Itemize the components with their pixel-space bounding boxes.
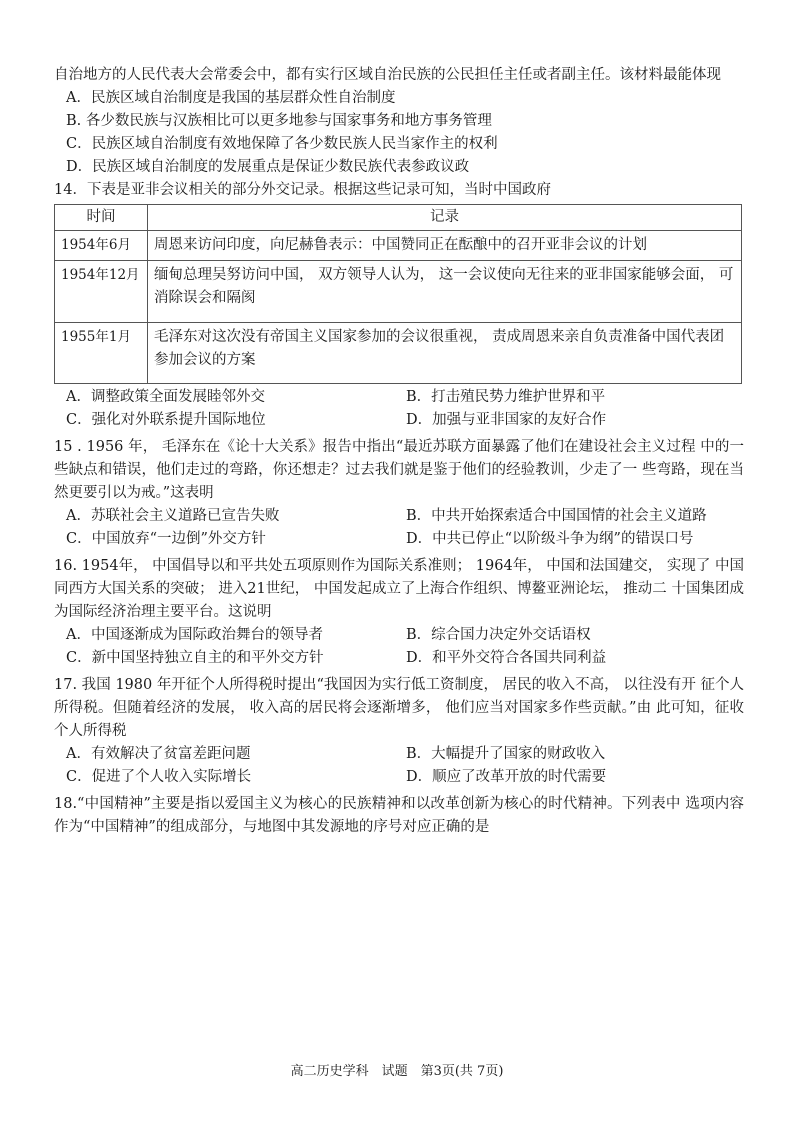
q15-option-a: A．苏联社会主义道路已宣告失败	[66, 508, 280, 524]
q15-options-row-2	[54, 528, 744, 551]
q13-option-b: B. 各少数民族与汉族相比可以更多地参与国家事务和地方事务管理	[66, 113, 492, 129]
q15-stem: 15 . 1956 年， 毛泽东在《论十大关系》报告中指出“最近苏联方面暴露了他们在建设社会主义过程 中的一些缺点和错误，他们走过的弯路，你还想走？过去我们就是鉴于他们的经验教训，少走了一 些弯路，现在当然更要引以为戒。”这表明	[54, 439, 744, 501]
q15-options-row-1	[54, 505, 744, 528]
page-footer: 高二历史学科 试题 第3页(共 7页)	[290, 1064, 504, 1079]
table-row	[55, 261, 742, 323]
exam-content	[54, 64, 744, 839]
q17-option-a: A．有效解决了贫富差距问题	[66, 746, 251, 762]
q13-option-c: C．民族区域自治制度有效地保障了各少数民族人民当家作主的权利	[66, 136, 498, 152]
row-record: 毛泽东对这次没有帝国主义国家参加的会议很重视， 责成周恩来亲自负责准备中国代表团参加会议的方案	[148, 323, 742, 384]
q14-options-row-1	[54, 386, 744, 409]
q18-stem: 18.“中国精神”主要是指以爱国主义为核心的民族精神和以改革创新为核心的时代精神。下列表中 选项内容作为“中国精神”的组成部分，与地图中其发源地的序号对应正确的是	[54, 796, 744, 835]
header-record: 记录	[148, 205, 742, 231]
q16-option-c: C．新中国坚持独立自主的和平外交方针	[66, 650, 324, 666]
q17-option-d: D．顺应了改革开放的时代需要	[406, 769, 607, 785]
q14-stem: 14．下表是亚非会议相关的部分外交记录。根据这些记录可知，当时中国政府	[54, 182, 551, 198]
table-row	[55, 323, 742, 384]
q17-option-c: C．促进了个人收入实际增长	[66, 769, 252, 785]
q16-option-d: D．和平外交符合各国共同利益	[406, 650, 607, 666]
row-record: 周恩来访问印度，向尼赫鲁表示：中国赞同正在酝酿中的召开亚非会议的计划	[148, 231, 742, 261]
q14-option-a: A．调整政策全面发展睦邻外交	[66, 389, 265, 405]
q13-stem: 自治地方的人民代表大会常委会中，都有实行区域自治民族的公民担任主任或者副主任。该材料最能体现	[54, 67, 721, 83]
q17-options-row-2	[54, 766, 744, 789]
q17-options-row-1	[54, 743, 744, 766]
q14-option-c: C．强化对外联系提升国际地位	[66, 412, 266, 428]
table-row	[55, 231, 742, 261]
q15-option-c: C．中国放弃“一边倒”外交方针	[66, 531, 266, 547]
q17-option-b: B．大幅提升了国家的财政收入	[406, 746, 606, 762]
q16-stem: 16. 1954年， 中国倡导以和平共处五项原则作为国际关系准则； 1964年， 中国和法国建交， 实现了 中国同西方大国关系的突破； 进入21世纪， 中国发起成立了上海合作组织、博鳌亚洲论坛， 推动二 十国集团成为国际经济治理主要平台。这说明	[54, 558, 745, 620]
row-date: 1955年1月	[55, 323, 148, 384]
diplomatic-record-table	[54, 204, 742, 384]
q16-option-b: B．综合国力决定外交话语权	[406, 627, 591, 643]
row-date: 1954年12月	[55, 261, 148, 323]
row-record: 缅甸总理吴努访问中国， 双方领导人认为， 这一会议使向无往来的亚非国家能够会面， 可消除误会和隔阂	[148, 261, 742, 323]
q13-option-d: D．民族区域自治制度的发展重点是保证少数民族代表参政议政	[66, 159, 470, 175]
q17-stem: 17. 我国 1980 年开征个人所得税时提出“我国因为实行低工资制度， 居民的收入不高， 以往没有开 征个人所得税。但随着经济的发展， 收入高的居民将会逐渐增多， 他们应当对国家多作些贡献。”由 此可知，征收个人所得税	[54, 677, 744, 739]
row-date: 1954年6月	[55, 231, 148, 261]
header-date: 时间	[55, 205, 148, 231]
q14-options-row-2	[54, 409, 744, 432]
q14-option-b: B．打击殖民势力维护世界和平	[406, 389, 606, 405]
q15-option-d: D．中共已停止“以阶级斗争为纲”的错误口号	[406, 531, 694, 547]
q13-option-a: A．民族区域自治制度是我国的基层群众性自治制度	[66, 90, 396, 106]
q16-option-a: A．中国逐渐成为国际政治舞台的领导者	[66, 627, 323, 643]
q16-options-row-2	[54, 647, 744, 670]
table-header-row	[55, 205, 742, 231]
q16-options-row-1	[54, 624, 744, 647]
q14-option-d: D．加强与亚非国家的友好合作	[406, 412, 607, 428]
q15-option-b: B．中共开始探索适合中国国情的社会主义道路	[406, 508, 707, 524]
